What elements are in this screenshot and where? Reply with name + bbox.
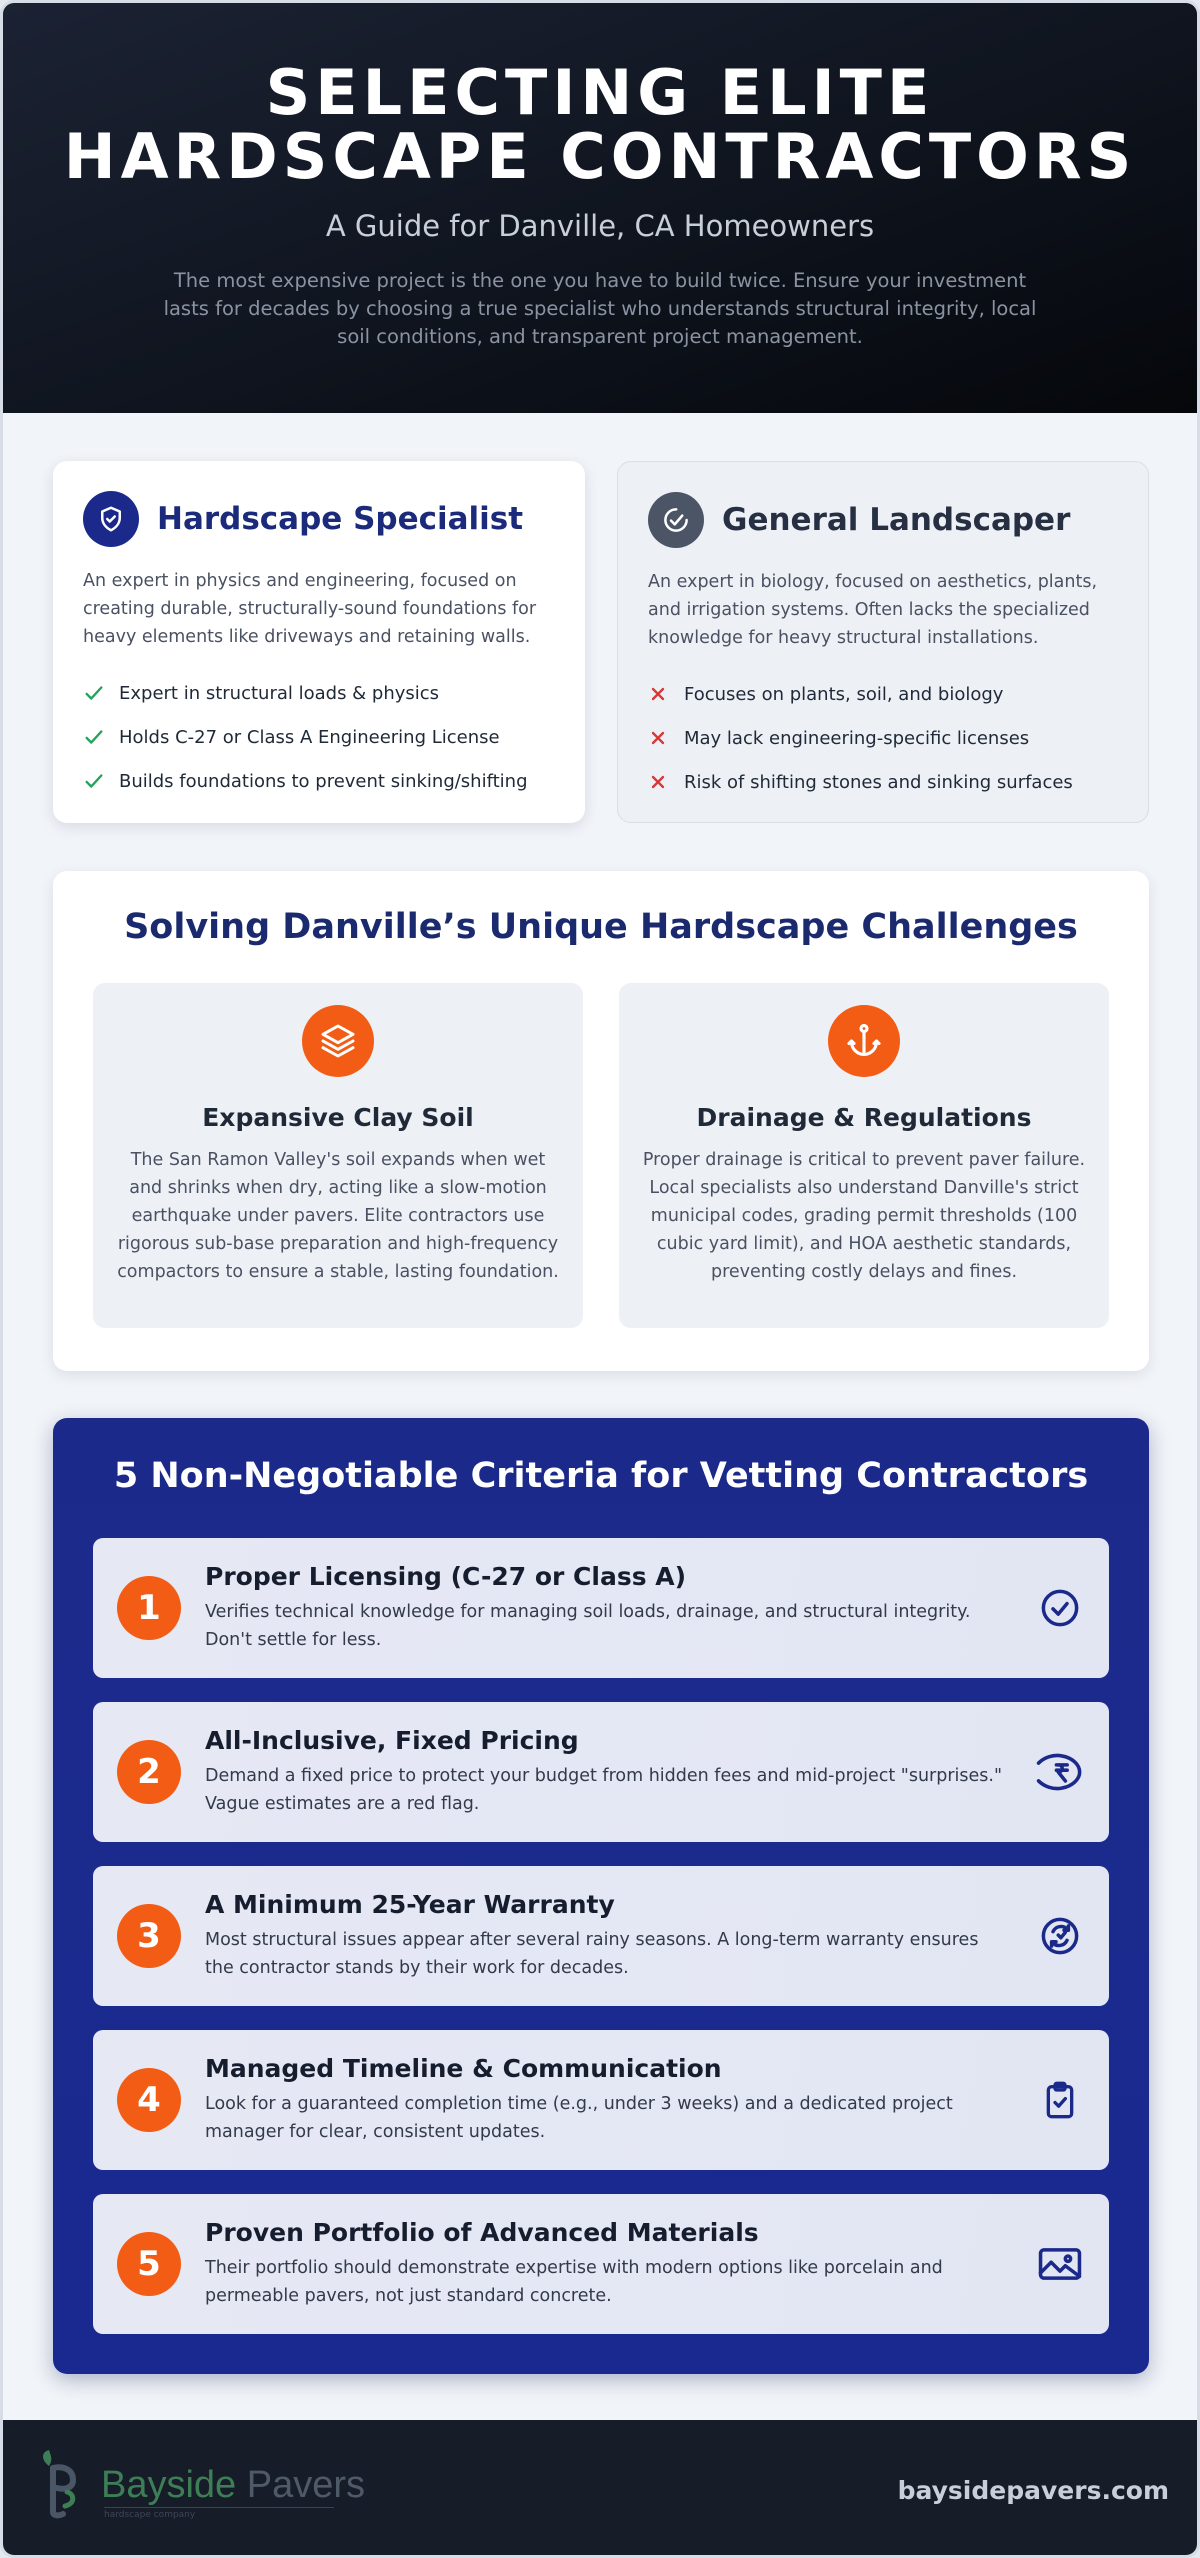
criteria-title: 5 Non-Negotiable Criteria for Vetting Contractors: [113, 1456, 1089, 1496]
criterion-number: 5: [117, 2232, 181, 2296]
criterion-text: Demand a fixed price to protect your budget from hidden fees and mid-project "surprises." Vague estimates are a red flag.: [205, 1766, 1003, 1814]
criterion-number: 2: [117, 1740, 181, 1804]
criterion-number: 3: [117, 1904, 181, 1968]
logo-name-secondary: Pavers: [236, 2464, 366, 2506]
specialist-item-label: Builds foundations to prevent sinking/shifting: [119, 770, 528, 792]
criterion-title: Managed Timeline & Communication: [205, 2054, 722, 2083]
specialist-item: [83, 715, 555, 759]
website-link[interactable]: baysidepavers.com: [897, 2476, 1169, 2505]
check-circle-icon: [1035, 1583, 1085, 1633]
landscaper-item: [648, 716, 1118, 760]
specialist-card: [53, 461, 585, 823]
challenge-card-drainage: [619, 983, 1109, 1328]
cross-icon: [648, 684, 684, 704]
criterion-text: Their portfolio should demonstrate expertise with modern options like porcelain and permeable pavers, not just standard concrete.: [205, 2258, 943, 2306]
challenge-text: Proper drainage is critical to prevent paver failure. Local specialists also understand Danville's strict municipal codes, grading permit thresholds (100 cubic yard limit), and HOA aesthetic standards, preventing costly delays and fines.: [642, 1150, 1086, 1282]
specialist-description: An expert in physics and engineering, focused on creating durable, structurally-sound foundations for heavy elements like driveways and retaining walls.: [83, 571, 537, 647]
criterion-title: Proper Licensing (C-27 or Class A): [205, 1562, 687, 1591]
hero-header: [3, 3, 1197, 413]
criterion-item: [93, 1702, 1109, 1842]
landscaper-item-label: Focuses on plants, soil, and biology: [684, 683, 1004, 705]
seedling-badge-icon: [648, 492, 704, 548]
page-subtitle: A Guide for Danville, CA Homeowners: [325, 209, 875, 243]
criterion-item: [93, 1866, 1109, 2006]
criterion-item: [93, 1538, 1109, 1678]
check-icon: [83, 682, 119, 704]
landscaper-item-label: May lack engineering-specific licenses: [684, 727, 1030, 749]
specialist-item: [83, 671, 555, 715]
logo-tagline: hardscape company: [104, 2507, 334, 2520]
specialist-title: Hardscape Specialist: [157, 501, 524, 537]
criterion-number: 1: [117, 1576, 181, 1640]
bayside-leaf-icon: [35, 2446, 95, 2520]
specialist-item-label: Expert in structural loads & physics: [119, 682, 440, 704]
cross-icon: [648, 772, 684, 792]
check-icon: [83, 770, 119, 792]
check-icon: [83, 726, 119, 748]
landscaper-item: [648, 760, 1118, 804]
anchor-icon: [828, 1005, 900, 1077]
comparison-section: [53, 461, 1149, 823]
clipboard-check-icon: [1035, 2075, 1085, 2125]
landscaper-item: [648, 672, 1118, 716]
criterion-item: [93, 2194, 1109, 2334]
price-hand-icon: [1035, 1747, 1085, 1797]
criterion-item: [93, 2030, 1109, 2170]
criterion-text: Verifies technical knowledge for managing soil loads, drainage, and structural integrity. Don't settle for less.: [205, 1602, 971, 1650]
criterion-text: Most structural issues appear after several rainy seasons. A long-term warranty ensures the contractor stands by their work for decades.: [205, 1930, 979, 1978]
shield-check-icon: [83, 491, 139, 547]
footer: [3, 2420, 1200, 2558]
criterion-number: 4: [117, 2068, 181, 2132]
image-icon: [1035, 2239, 1085, 2289]
criterion-text: Look for a guaranteed completion time (e.g., under 3 weeks) and a dedicated project manager for clear, consistent updates.: [205, 2094, 953, 2142]
challenges-section: [53, 871, 1149, 1371]
landscaper-item-label: Risk of shifting stones and sinking surfaces: [684, 771, 1073, 793]
criterion-title: All-Inclusive, Fixed Pricing: [205, 1726, 579, 1755]
company-logo[interactable]: [35, 2446, 365, 2520]
specialist-item: [83, 759, 555, 803]
logo-name-primary: Bayside: [101, 2464, 237, 2506]
intro-text: The most expensive project is the one you have to build twice. Ensure your investment lasts for decades by choosing a true specialist who understands structural integrity, local soil conditions, and transparent project management.: [163, 269, 1037, 348]
warranty-badge-icon: [1035, 1911, 1085, 1961]
challenge-title: Drainage & Regulations: [696, 1103, 1032, 1132]
specialist-item-label: Holds C-27 or Class A Engineering License: [119, 726, 500, 748]
criteria-section: [53, 1418, 1149, 2374]
criterion-title: A Minimum 25-Year Warranty: [205, 1890, 615, 1919]
challenges-title: Solving Danville’s Unique Hardscape Challenges: [124, 907, 1078, 947]
page-title: SELECTING ELITE HARDSCAPE CONTRACTORS: [63, 56, 1137, 193]
landscaper-title: General Landscaper: [722, 502, 1071, 538]
criterion-title: Proven Portfolio of Advanced Materials: [205, 2218, 759, 2247]
challenge-title: Expansive Clay Soil: [202, 1103, 474, 1132]
challenge-card-clay-soil: [93, 983, 583, 1328]
layers-icon: [302, 1005, 374, 1077]
challenge-text: The San Ramon Valley's soil expands when wet and shrinks when dry, acting like a slow-motion earthquake under pavers. Elite contractors use rigorous sub-base preparation and high-frequency compactors to ensure a stable, lasting foundation.: [117, 1150, 559, 1282]
cross-icon: [648, 728, 684, 748]
landscaper-card: [617, 461, 1149, 823]
landscaper-description: An expert in biology, focused on aesthetics, plants, and irrigation systems. Often lacks the specialized knowledge for heavy structural installations.: [648, 572, 1098, 648]
